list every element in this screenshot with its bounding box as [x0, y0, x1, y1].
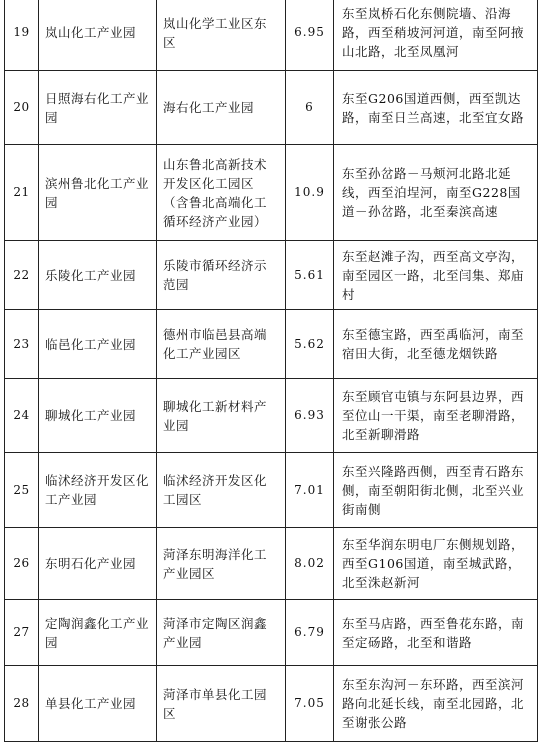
- park-name: 临沭经济开发区化工产业园: [39, 453, 157, 528]
- park-boundary: 东至东沟河－东环路，西至滨河路向北延长线，南至北园路，北至谢张公路: [334, 666, 538, 742]
- park-boundary: 东至德宝路，西至禹临河，南至宿田大街，北至德龙烟铁路: [334, 310, 538, 379]
- table-row: [5, 241, 538, 310]
- row-number: 26: [5, 528, 39, 600]
- park-area: 6.79: [286, 600, 334, 666]
- park-boundary: 东至顾官屯镇与东阿县边界，西至位山一干渠，南至老聊滑路，北至新聊滑路: [334, 379, 538, 453]
- row-number: 27: [5, 600, 39, 666]
- table-row: [5, 528, 538, 600]
- park-boundary: 东至华润东明电厂东侧规划路，西至G106国道，南至城武路，北至洙赵新河: [334, 528, 538, 600]
- row-number: 19: [5, 0, 39, 71]
- table-row: [5, 310, 538, 379]
- park-area: 10.9: [286, 145, 334, 241]
- park-name: 日照海右化工产业园: [39, 71, 157, 145]
- park-area: 6.95: [286, 0, 334, 71]
- park-area: 7.05: [286, 666, 334, 742]
- park-boundary: 东至赵滩子沟，西至高文亭沟，南至园区一路，北至闫集、郑庙村: [334, 241, 538, 310]
- park-boundary: 东至兴隆路西侧，西至青石路东侧，南至朝阳街北侧，北至兴业街南侧: [334, 453, 538, 528]
- park-name: 东明石化产业园: [39, 528, 157, 600]
- park-scope: 菏泽市定陶区润鑫产业园: [157, 600, 286, 666]
- table-body: [5, 0, 538, 742]
- row-number: 25: [5, 453, 39, 528]
- park-scope: 海右化工产业园: [157, 71, 286, 145]
- park-scope: 聊城化工新材料产业园: [157, 379, 286, 453]
- park-scope: 菏泽东明海洋化工产业园区: [157, 528, 286, 600]
- table-row: [5, 145, 538, 241]
- park-boundary: 东至岚桥石化东侧院墙、沿海路，西至稍坡河河道，南至阿掖山北路，北至凤凰河: [334, 0, 538, 71]
- park-name: 定陶润鑫化工产业园: [39, 600, 157, 666]
- park-area: 7.01: [286, 453, 334, 528]
- row-number: 21: [5, 145, 39, 241]
- park-name: 乐陵化工产业园: [39, 241, 157, 310]
- park-area: 6: [286, 71, 334, 145]
- park-name: 临邑化工产业园: [39, 310, 157, 379]
- row-number: 23: [5, 310, 39, 379]
- park-scope: 临沭经济开发区化工园区: [157, 453, 286, 528]
- park-area: 5.62: [286, 310, 334, 379]
- park-scope: 岚山化学工业区东区: [157, 0, 286, 71]
- park-boundary: 东至G206国道西侧，西至凯达路，南至日兰高速，北至宜女路: [334, 71, 538, 145]
- table-row: [5, 71, 538, 145]
- park-name: 单县化工产业园: [39, 666, 157, 742]
- table-row: [5, 379, 538, 453]
- table-row: [5, 0, 538, 71]
- park-name: 岚山化工产业园: [39, 0, 157, 71]
- park-area: 5.61: [286, 241, 334, 310]
- row-number: 24: [5, 379, 39, 453]
- chemical-parks-table: [4, 0, 538, 742]
- park-scope: 德州市临邑县高端化工产业园区: [157, 310, 286, 379]
- row-number: 22: [5, 241, 39, 310]
- table-row: [5, 666, 538, 742]
- park-boundary: 东至孙岔路－马颊河北路北延线，西至泊埕河，南至G228国道－孙岔路，北至秦滨高速: [334, 145, 538, 241]
- table-row: [5, 453, 538, 528]
- park-name: 聊城化工产业园: [39, 379, 157, 453]
- row-number: 28: [5, 666, 39, 742]
- park-scope: 乐陵市循环经济示范园: [157, 241, 286, 310]
- park-boundary: 东至马店路，西至鲁花东路，南至定砀路，北至和谐路: [334, 600, 538, 666]
- park-area: 8.02: [286, 528, 334, 600]
- park-area: 6.93: [286, 379, 334, 453]
- park-name: 滨州鲁北化工产业园: [39, 145, 157, 241]
- table-row: [5, 600, 538, 666]
- row-number: 20: [5, 71, 39, 145]
- park-scope: 菏泽市单县化工园区: [157, 666, 286, 742]
- park-scope: 山东鲁北高新技术开发区化工园区（含鲁北高端化工循环经济产业园）: [157, 145, 286, 241]
